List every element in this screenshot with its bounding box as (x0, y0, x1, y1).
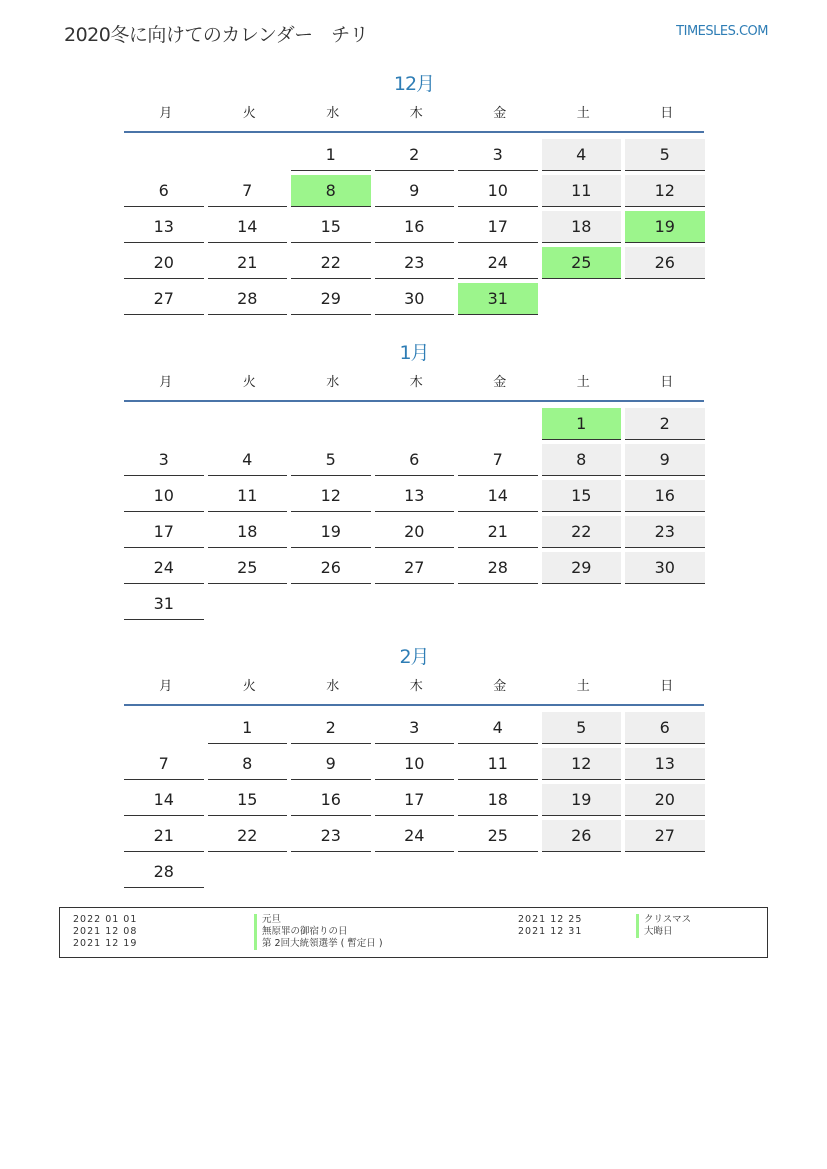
day-number: 11 (542, 175, 622, 207)
day-number: 14 (208, 211, 288, 243)
day-cell[interactable] (124, 854, 208, 890)
day-cell[interactable] (542, 782, 626, 818)
day-number: 9 (291, 748, 371, 780)
day-cell[interactable] (458, 478, 542, 514)
day-cell[interactable] (625, 782, 709, 818)
day-number: 29 (291, 283, 371, 315)
day-number: 22 (542, 516, 622, 548)
day-cell[interactable] (458, 818, 542, 854)
legend-holiday-name: 大晦日 (636, 926, 827, 938)
day-number: 12 (291, 480, 371, 512)
day-number: 13 (375, 480, 455, 512)
day-number: 3 (124, 444, 204, 476)
day-number: 24 (124, 552, 204, 584)
day-cell[interactable] (291, 137, 375, 173)
day-number: 19 (291, 516, 371, 548)
weekday-label: 木 (409, 375, 423, 390)
day-number: 16 (625, 480, 705, 512)
day-number: 20 (625, 784, 705, 816)
day-cell[interactable] (208, 281, 292, 317)
weekday-label: 火 (242, 375, 256, 390)
empty-cell (124, 137, 208, 173)
day-number: 2 (625, 408, 705, 440)
day-number: 15 (542, 480, 622, 512)
day-number: 2 (291, 712, 371, 744)
day-number: 5 (291, 444, 371, 476)
day-number: 16 (375, 211, 455, 243)
day-cell[interactable] (542, 406, 626, 442)
day-number: 26 (291, 552, 371, 584)
day-number: 20 (124, 247, 204, 279)
empty-cell (124, 710, 208, 746)
day-cell[interactable] (124, 550, 208, 586)
day-cell[interactable] (458, 514, 542, 550)
day-number: 20 (375, 516, 455, 548)
legend-date: 2021 12 31 (518, 926, 583, 937)
day-number: 3 (375, 712, 455, 744)
day-cell[interactable] (291, 442, 375, 478)
day-cell[interactable] (291, 514, 375, 550)
day-cell[interactable] (458, 746, 542, 782)
day-cell[interactable] (375, 818, 459, 854)
day-grid (124, 137, 704, 317)
day-number: 5 (625, 139, 705, 171)
day-cell[interactable] (375, 281, 459, 317)
day-cell[interactable] (124, 782, 208, 818)
day-cell[interactable] (208, 478, 292, 514)
day-number: 28 (458, 552, 538, 584)
day-cell[interactable] (208, 209, 292, 245)
day-cell[interactable] (208, 245, 292, 281)
day-number: 30 (375, 283, 455, 315)
day-cell[interactable] (625, 245, 709, 281)
day-cell[interactable] (208, 746, 292, 782)
day-number: 27 (625, 820, 705, 852)
day-cell[interactable] (542, 710, 626, 746)
day-cell[interactable] (625, 818, 709, 854)
day-number: 31 (124, 588, 204, 620)
day-cell[interactable] (124, 746, 208, 782)
day-cell[interactable] (542, 245, 626, 281)
day-cell[interactable] (291, 746, 375, 782)
weekday-label: 土 (576, 375, 590, 390)
day-number: 7 (458, 444, 538, 476)
day-cell[interactable] (291, 281, 375, 317)
day-cell[interactable] (542, 514, 626, 550)
day-cell[interactable] (542, 137, 626, 173)
day-number: 30 (625, 552, 705, 584)
weekday-label: 月 (159, 679, 173, 694)
day-number: 21 (458, 516, 538, 548)
day-cell[interactable] (542, 550, 626, 586)
day-cell[interactable] (124, 173, 208, 209)
day-number: 7 (208, 175, 288, 207)
day-cell[interactable] (124, 514, 208, 550)
day-number: 24 (458, 247, 538, 279)
day-number: 19 (625, 211, 705, 243)
day-cell[interactable] (625, 746, 709, 782)
weekday-header-row (124, 678, 704, 706)
month-title: 2月 (399, 646, 429, 668)
day-cell[interactable] (291, 710, 375, 746)
day-number: 11 (208, 480, 288, 512)
day-cell[interactable] (542, 818, 626, 854)
day-cell[interactable] (375, 514, 459, 550)
day-number: 9 (625, 444, 705, 476)
month-title: 12月 (393, 73, 435, 95)
day-number: 15 (208, 784, 288, 816)
day-cell[interactable] (375, 710, 459, 746)
legend-date: 2021 12 19 (73, 938, 138, 949)
day-cell[interactable] (542, 442, 626, 478)
day-cell[interactable] (375, 782, 459, 818)
day-number: 19 (542, 784, 622, 816)
legend-holiday-name: 無原罪の御宿りの日 (254, 926, 502, 938)
empty-cell (458, 406, 542, 442)
weekday-label: 金 (493, 106, 507, 121)
day-cell[interactable] (124, 586, 208, 622)
day-cell[interactable] (625, 550, 709, 586)
day-number: 12 (542, 748, 622, 780)
day-number: 14 (124, 784, 204, 816)
day-number: 18 (208, 516, 288, 548)
empty-cell (375, 406, 459, 442)
day-number: 25 (208, 552, 288, 584)
day-cell[interactable] (375, 442, 459, 478)
day-number: 23 (625, 516, 705, 548)
day-number: 3 (458, 139, 538, 171)
day-cell[interactable] (458, 442, 542, 478)
month-december (124, 71, 704, 317)
legend-holiday-name: 第 2回大統領選挙 ( 暫定日 ) (254, 938, 502, 950)
day-number: 13 (124, 211, 204, 243)
day-cell[interactable] (458, 245, 542, 281)
day-number: 4 (458, 712, 538, 744)
month-title: 1月 (399, 342, 429, 364)
weekday-label: 火 (242, 679, 256, 694)
day-cell[interactable] (458, 209, 542, 245)
day-number: 25 (542, 247, 622, 279)
day-number: 1 (208, 712, 288, 744)
day-cell[interactable] (625, 442, 709, 478)
weekday-header-row (124, 105, 704, 133)
day-number: 28 (208, 283, 288, 315)
day-cell[interactable] (208, 173, 292, 209)
day-cell[interactable] (625, 209, 709, 245)
day-number: 6 (375, 444, 455, 476)
day-cell[interactable] (208, 818, 292, 854)
day-number: 4 (542, 139, 622, 171)
day-number: 8 (291, 175, 371, 207)
day-number: 4 (208, 444, 288, 476)
day-cell[interactable] (124, 245, 208, 281)
legend-date: 2022 01 01 (73, 914, 138, 925)
day-number: 17 (375, 784, 455, 816)
holiday-legend (59, 907, 768, 958)
day-number: 26 (625, 247, 705, 279)
empty-cell (208, 137, 292, 173)
day-number: 8 (542, 444, 622, 476)
day-number: 29 (542, 552, 622, 584)
day-number: 12 (625, 175, 705, 207)
day-grid (124, 710, 704, 890)
day-cell[interactable] (625, 173, 709, 209)
day-cell[interactable] (542, 173, 626, 209)
day-cell[interactable] (291, 173, 375, 209)
empty-cell (291, 406, 375, 442)
day-cell[interactable] (208, 514, 292, 550)
day-number: 11 (458, 748, 538, 780)
day-cell[interactable] (458, 710, 542, 746)
day-cell[interactable] (375, 173, 459, 209)
day-number: 18 (458, 784, 538, 816)
weekday-label: 土 (576, 679, 590, 694)
day-number: 28 (124, 856, 204, 888)
day-cell[interactable] (458, 782, 542, 818)
day-number: 21 (124, 820, 204, 852)
day-cell[interactable] (458, 173, 542, 209)
day-cell[interactable] (458, 550, 542, 586)
weekday-label: 水 (326, 106, 340, 121)
day-cell[interactable] (124, 442, 208, 478)
weekday-label: 火 (242, 106, 256, 121)
day-cell[interactable] (542, 478, 626, 514)
day-number: 23 (291, 820, 371, 852)
legend-date: 2021 12 08 (73, 926, 138, 937)
day-cell[interactable] (375, 550, 459, 586)
weekday-label: 日 (660, 106, 674, 121)
day-grid (124, 406, 704, 622)
day-cell[interactable] (625, 406, 709, 442)
day-cell[interactable] (542, 746, 626, 782)
day-number: 16 (291, 784, 371, 816)
page-title: 2020冬に向けてのカレンダー チリ (64, 24, 369, 46)
day-number: 13 (625, 748, 705, 780)
day-number: 22 (291, 247, 371, 279)
weekday-label: 金 (493, 375, 507, 390)
day-cell[interactable] (208, 710, 292, 746)
day-number: 10 (375, 748, 455, 780)
day-cell[interactable] (375, 209, 459, 245)
day-number: 15 (291, 211, 371, 243)
day-cell[interactable] (375, 746, 459, 782)
day-cell[interactable] (375, 478, 459, 514)
day-number: 1 (542, 408, 622, 440)
day-number: 6 (625, 712, 705, 744)
day-cell[interactable] (625, 137, 709, 173)
day-number: 27 (375, 552, 455, 584)
day-number: 14 (458, 480, 538, 512)
weekday-label: 月 (159, 375, 173, 390)
day-number: 25 (458, 820, 538, 852)
day-cell[interactable] (542, 209, 626, 245)
legend-holiday-name: クリスマス (636, 914, 827, 926)
day-number: 31 (458, 283, 538, 315)
day-cell[interactable] (458, 281, 542, 317)
day-cell[interactable] (208, 550, 292, 586)
weekday-label: 木 (409, 106, 423, 121)
day-cell[interactable] (458, 137, 542, 173)
empty-cell (208, 406, 292, 442)
day-cell[interactable] (291, 550, 375, 586)
day-number: 23 (375, 247, 455, 279)
day-number: 5 (542, 712, 622, 744)
day-cell[interactable] (124, 478, 208, 514)
day-number: 9 (375, 175, 455, 207)
day-number: 21 (208, 247, 288, 279)
day-cell[interactable] (625, 514, 709, 550)
day-cell[interactable] (208, 442, 292, 478)
weekday-label: 日 (660, 375, 674, 390)
weekday-label: 水 (326, 375, 340, 390)
day-number: 18 (542, 211, 622, 243)
day-number: 7 (124, 748, 204, 780)
day-cell[interactable] (124, 818, 208, 854)
day-number: 24 (375, 820, 455, 852)
day-cell[interactable] (124, 209, 208, 245)
day-number: 10 (124, 480, 204, 512)
weekday-label: 土 (576, 106, 590, 121)
day-cell[interactable] (291, 245, 375, 281)
empty-cell (124, 406, 208, 442)
legend-date: 2021 12 25 (518, 914, 583, 925)
brand-logo-text[interactable]: TIMESLES.COM (676, 24, 768, 39)
weekday-label: 水 (326, 679, 340, 694)
day-cell[interactable] (291, 209, 375, 245)
day-number: 17 (458, 211, 538, 243)
day-cell[interactable] (625, 478, 709, 514)
day-number: 22 (208, 820, 288, 852)
day-cell[interactable] (291, 782, 375, 818)
day-cell[interactable] (375, 245, 459, 281)
weekday-label: 日 (660, 679, 674, 694)
day-number: 8 (208, 748, 288, 780)
legend-holiday-name: 元旦 (254, 914, 502, 926)
day-cell[interactable] (124, 281, 208, 317)
month-february (124, 644, 704, 890)
day-number: 17 (124, 516, 204, 548)
day-number: 6 (124, 175, 204, 207)
day-number: 10 (458, 175, 538, 207)
weekday-label: 木 (409, 679, 423, 694)
day-number: 2 (375, 139, 455, 171)
day-cell[interactable] (208, 782, 292, 818)
weekday-label: 月 (159, 106, 173, 121)
weekday-label: 金 (493, 679, 507, 694)
day-cell[interactable] (625, 710, 709, 746)
weekday-header-row (124, 374, 704, 402)
day-number: 26 (542, 820, 622, 852)
month-january (124, 340, 704, 622)
day-cell[interactable] (291, 478, 375, 514)
day-cell[interactable] (375, 137, 459, 173)
day-number: 27 (124, 283, 204, 315)
day-cell[interactable] (291, 818, 375, 854)
day-number: 1 (291, 139, 371, 171)
